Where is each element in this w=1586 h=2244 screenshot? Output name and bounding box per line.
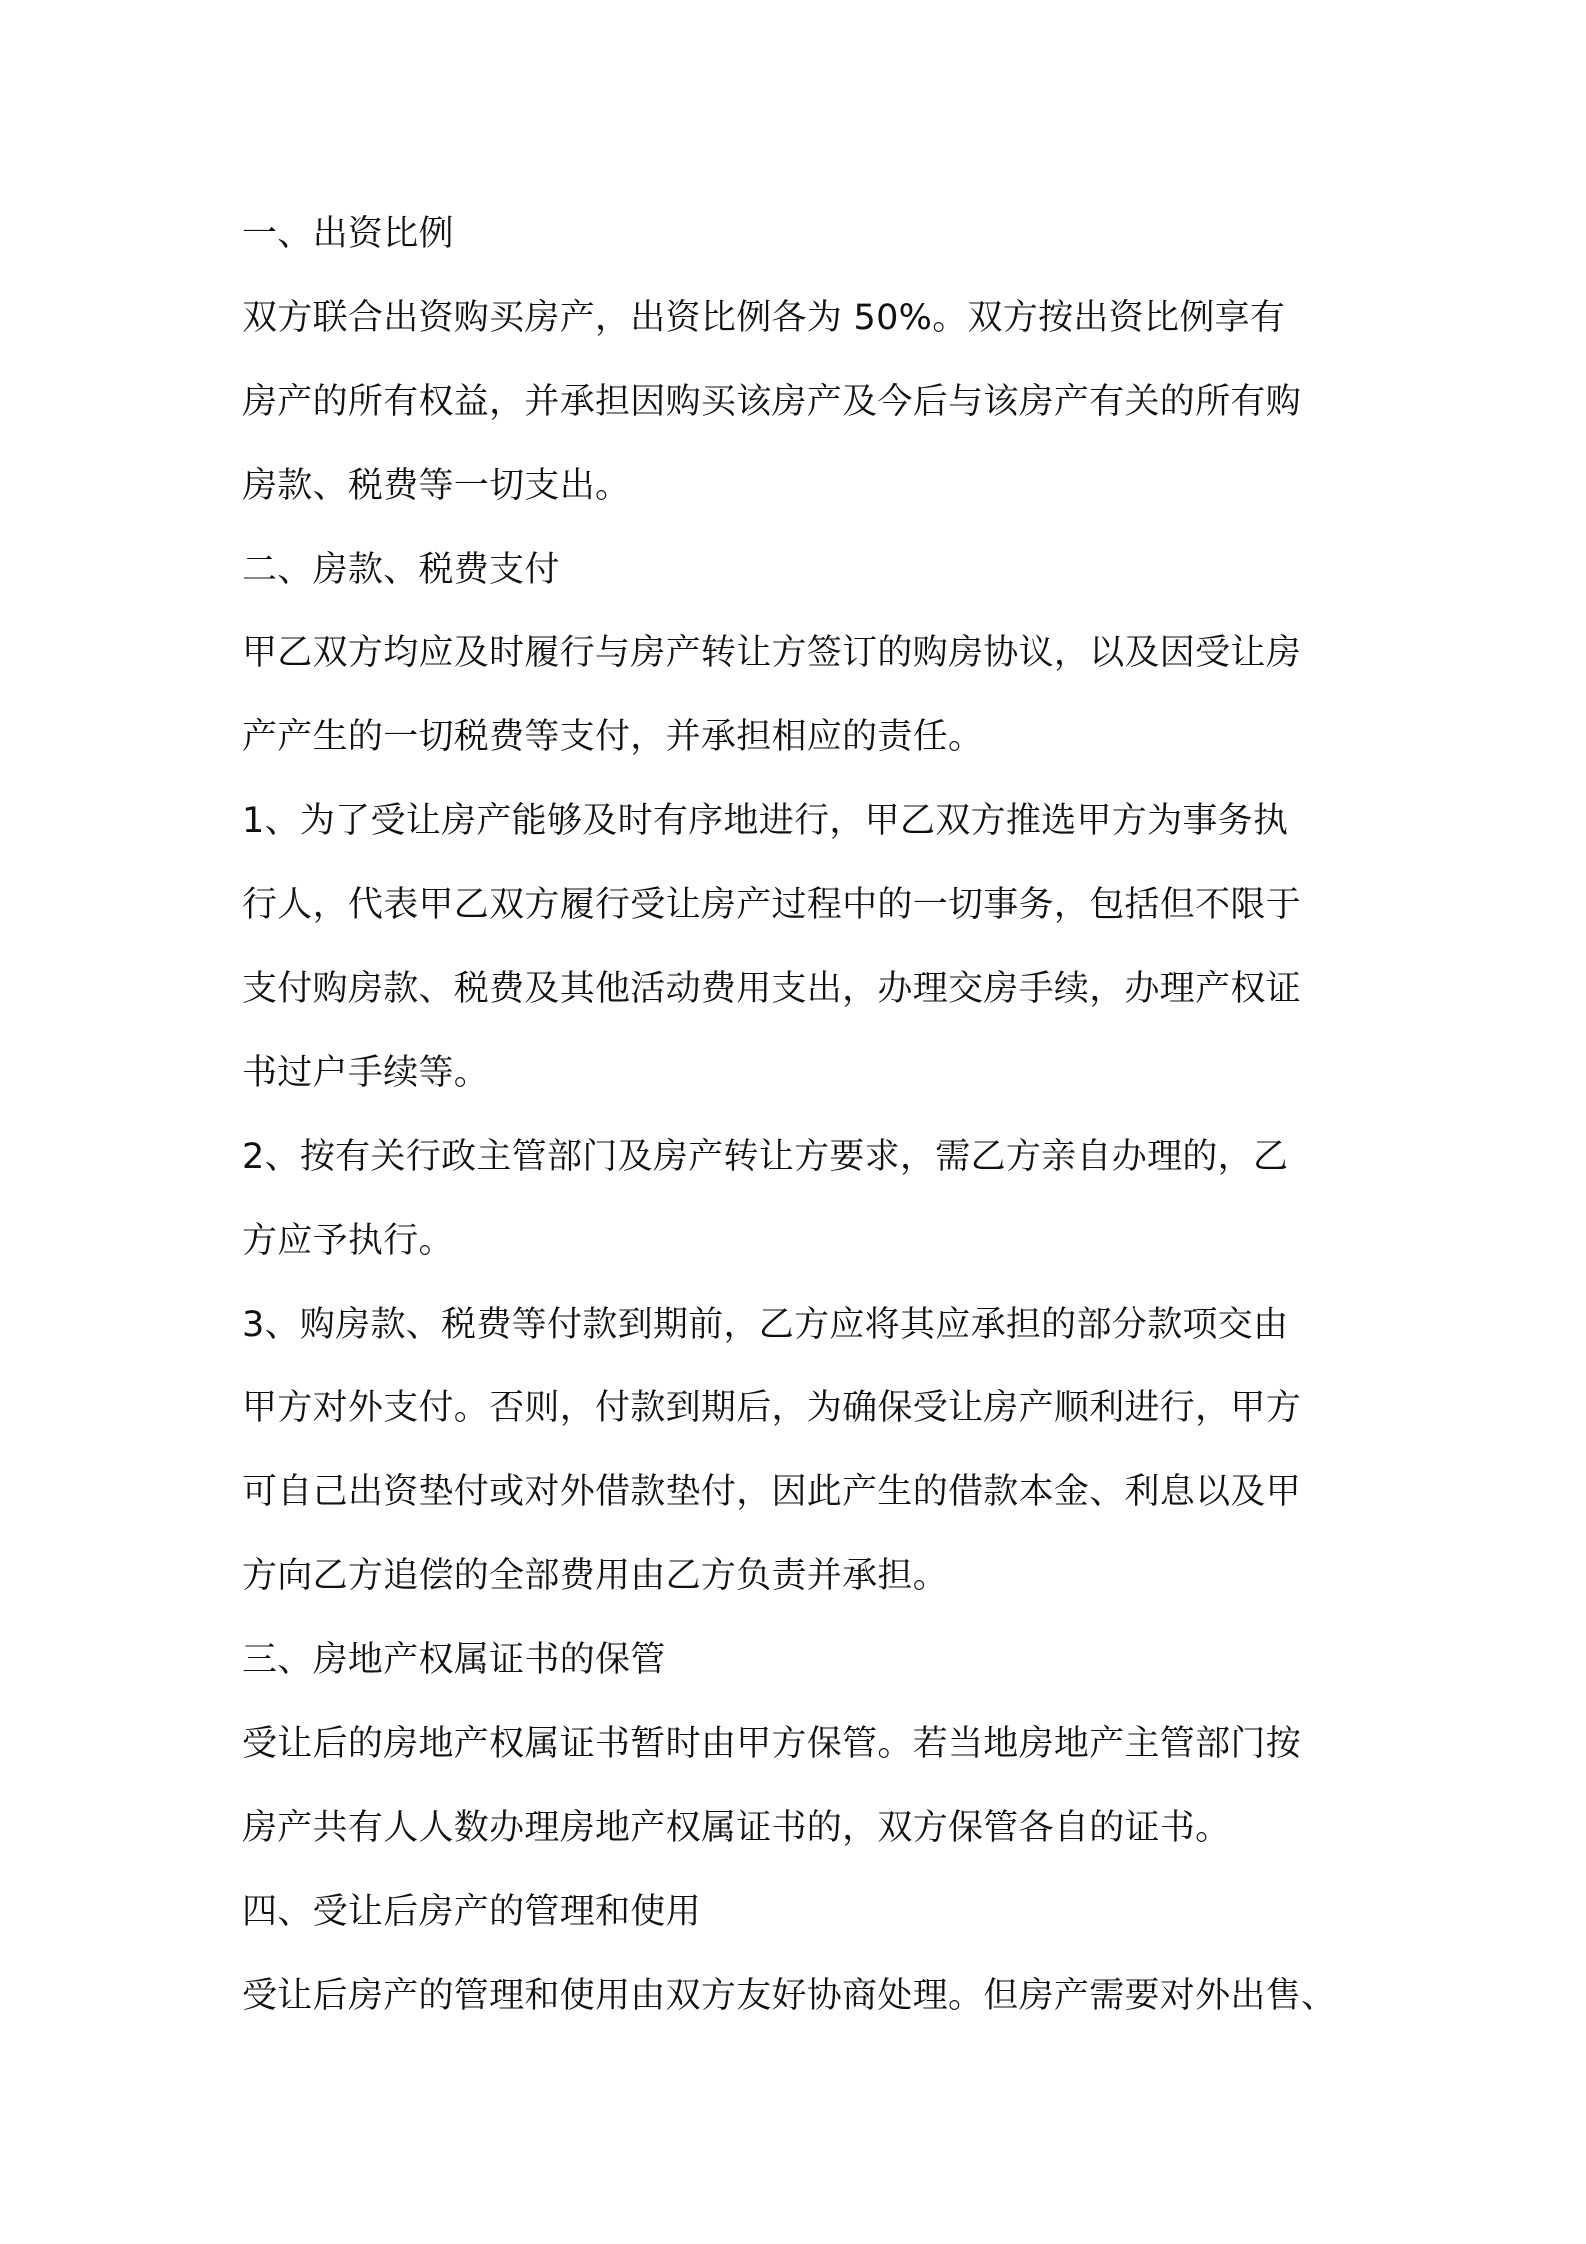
section-heading-1: 一、出资比例 — [242, 214, 454, 254]
paragraph-line: 甲乙双方均应及时履行与房产转让方签订的购房协议，以及因受让房 — [242, 633, 1302, 674]
paragraph-line: 房产的所有权益，并承担因购买该房产及今后与该房产有关的所有购 — [242, 381, 1302, 422]
paragraph-line: 受让后的房地产权属证书暂时由甲方保管。若当地房地产主管部门按 — [242, 1724, 1302, 1765]
paragraph-line: 房产共有人人数办理房地产权属证书的，双方保管各自的证书。 — [242, 1807, 1231, 1848]
paragraph-line: 房款、税费等一切支出。 — [242, 465, 631, 506]
section-heading-3: 三、房地产权属证书的保管 — [242, 1640, 666, 1681]
list-item-1-line: 行人，代表甲乙双方履行受让房产过程中的一切事务，包括但不限于 — [242, 885, 1302, 926]
list-item-1-line: 1、为了受让房产能够及时有序地进行，甲乙双方推选甲方为事务执 — [242, 801, 1289, 842]
section-heading-2: 二、房款、税费支付 — [242, 549, 560, 590]
section-heading-4: 四、受让后房产的管理和使用 — [242, 1891, 701, 1932]
paragraph-line: 受让后房产的管理和使用由双方友好协商处理。但房产需要对外出售、 — [242, 1975, 1337, 2016]
paragraph-line: 双方联合出资购买房产，出资比例各为 50%。双方按出资比例享有 — [242, 297, 1286, 338]
list-item-3-line: 甲方对外支付。否则，付款到期后，为确保受让房产顺利进行，甲方 — [242, 1388, 1302, 1429]
list-item-2-line: 方应予执行。 — [242, 1220, 454, 1261]
paragraph-line: 产产生的一切税费等支付，并承担相应的责任。 — [242, 717, 984, 758]
list-item-1-line: 书过户手续等。 — [242, 1052, 490, 1093]
list-item-1-line: 支付购房款、税费及其他活动费用支出，办理交房手续，办理产权证 — [242, 969, 1302, 1010]
list-item-3-line: 3、购房款、税费等付款到期前，乙方应将其应承担的部分款项交由 — [242, 1304, 1289, 1345]
list-item-3-line: 可自己出资垫付或对外借款垫付，因此产生的借款本金、利息以及甲 — [242, 1472, 1302, 1513]
list-item-3-line: 方向乙方追偿的全部费用由乙方负责并承担。 — [242, 1556, 949, 1597]
list-item-2-line: 2、按有关行政主管部门及房产转让方要求，需乙方亲自办理的，乙 — [242, 1136, 1289, 1177]
document-body — [242, 193, 1362, 2039]
